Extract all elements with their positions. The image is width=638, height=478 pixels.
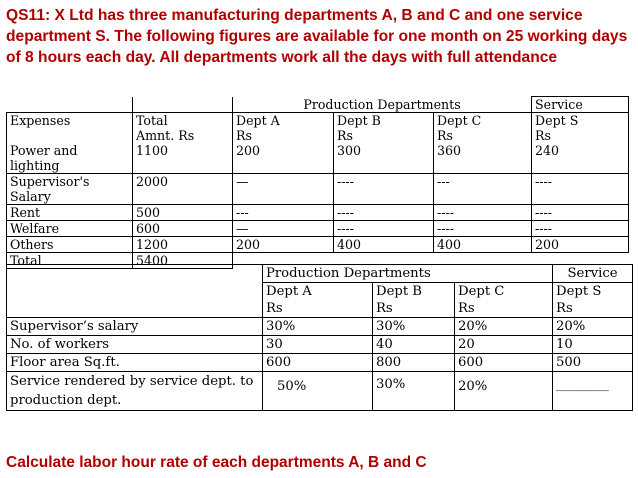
row-label: No. of workers xyxy=(7,336,263,354)
header-cell: Rs xyxy=(434,128,532,143)
cell: 600 xyxy=(263,354,373,372)
cell: ---- xyxy=(532,221,629,237)
group-header-row xyxy=(7,265,633,283)
header-cell: Dept C xyxy=(434,113,532,129)
cell: 50% xyxy=(263,372,373,411)
service-label: Service xyxy=(532,97,629,113)
header-cell: Dept A xyxy=(233,113,334,129)
header-cell: Rs xyxy=(233,128,334,143)
header-cell: Dept C xyxy=(455,283,553,301)
header-cell: Rs xyxy=(334,128,434,143)
cell: 600 xyxy=(455,354,553,372)
cell: 800 xyxy=(373,354,455,372)
row-label: Floor area Sq.ft. xyxy=(7,354,263,372)
row-label: Power and lighting xyxy=(7,143,133,174)
cell: 200 xyxy=(233,237,334,253)
production-departments-label: Production Departments xyxy=(233,97,532,113)
header-cell: Rs xyxy=(455,300,553,318)
cell: --- xyxy=(233,205,334,221)
cell: ---- xyxy=(532,205,629,221)
cell: 30% xyxy=(373,318,455,336)
production-departments-label: Production Departments xyxy=(263,265,553,283)
cell: 30% xyxy=(373,372,455,411)
cell: 10 xyxy=(553,336,633,354)
table-row xyxy=(7,143,629,174)
table-row xyxy=(7,336,633,354)
task-instruction: Calculate labor hour rate of each departments A, B and C xyxy=(6,454,427,471)
cell: 200 xyxy=(532,237,629,253)
table-row xyxy=(7,205,629,221)
row-label: Service rendered by service dept. to production dept. xyxy=(7,372,263,411)
cell: 240 xyxy=(532,143,629,174)
table-row xyxy=(7,354,633,372)
cell: 500 xyxy=(133,205,233,221)
table-row xyxy=(7,221,629,237)
header-row-1 xyxy=(7,283,633,301)
cell: 20 xyxy=(455,336,553,354)
cell: ---- xyxy=(434,221,532,237)
header-cell: Rs xyxy=(553,300,633,318)
header-row-2 xyxy=(7,128,629,143)
table-row xyxy=(7,372,633,411)
row-label: Supervisor’s salary xyxy=(7,318,263,336)
cell: ________ xyxy=(553,372,633,411)
row-label: Supervisor's Salary xyxy=(7,174,133,205)
cell: 2000 xyxy=(133,174,233,205)
question-text: QS11: X Ltd has three manufacturing departments A, B and C and one service department S. The following figures are available for one month on 25 working days of 8 hours each day. All departments work all the days with full attendance xyxy=(6,7,628,66)
cell: — xyxy=(233,174,334,205)
expenses-table xyxy=(6,96,629,269)
header-row-2 xyxy=(7,300,633,318)
cell: 360 xyxy=(434,143,532,174)
cell: 30 xyxy=(263,336,373,354)
cell: 1100 xyxy=(133,143,233,174)
cell: 20% xyxy=(455,372,553,411)
header-cell: Expenses xyxy=(7,113,133,129)
row-label: Others xyxy=(7,237,133,253)
cell: ---- xyxy=(334,174,434,205)
cell: 300 xyxy=(334,143,434,174)
cell: — xyxy=(233,221,334,237)
cell: ---- xyxy=(334,205,434,221)
table-row xyxy=(7,174,629,205)
cell: ---- xyxy=(334,221,434,237)
table-row xyxy=(7,237,629,253)
header-cell: Dept B xyxy=(373,283,455,301)
header-cell: Rs xyxy=(373,300,455,318)
row-label: Rent xyxy=(7,205,133,221)
row-label: Welfare xyxy=(7,221,133,237)
cell: 400 xyxy=(434,237,532,253)
header-cell: Rs xyxy=(532,128,629,143)
allocation-basis-table xyxy=(6,264,633,411)
cell: ---- xyxy=(532,174,629,205)
cell: 5400 xyxy=(133,253,233,269)
cell: 1200 xyxy=(133,237,233,253)
cell: ---- xyxy=(434,205,532,221)
header-cell: Dept B xyxy=(334,113,434,129)
header-cell: Dept A xyxy=(263,283,373,301)
header-cell: Amnt. Rs xyxy=(133,128,233,143)
cell: 20% xyxy=(455,318,553,336)
cell: 40 xyxy=(373,336,455,354)
group-header-row xyxy=(7,97,629,113)
cell: 20% xyxy=(553,318,633,336)
header-cell: Dept S xyxy=(553,283,633,301)
table-row xyxy=(7,318,633,336)
header-cell: Dept S xyxy=(532,113,629,129)
cell: 600 xyxy=(133,221,233,237)
row-label: Total xyxy=(7,253,133,269)
cell: 500 xyxy=(553,354,633,372)
service-label: Service xyxy=(553,265,633,283)
cell: 30% xyxy=(263,318,373,336)
header-cell xyxy=(7,128,133,143)
header-cell: Total xyxy=(133,113,233,129)
cell: 200 xyxy=(233,143,334,174)
header-row-1 xyxy=(7,113,629,129)
header-cell: Rs xyxy=(263,300,373,318)
cell: 400 xyxy=(334,237,434,253)
cell: --- xyxy=(434,174,532,205)
